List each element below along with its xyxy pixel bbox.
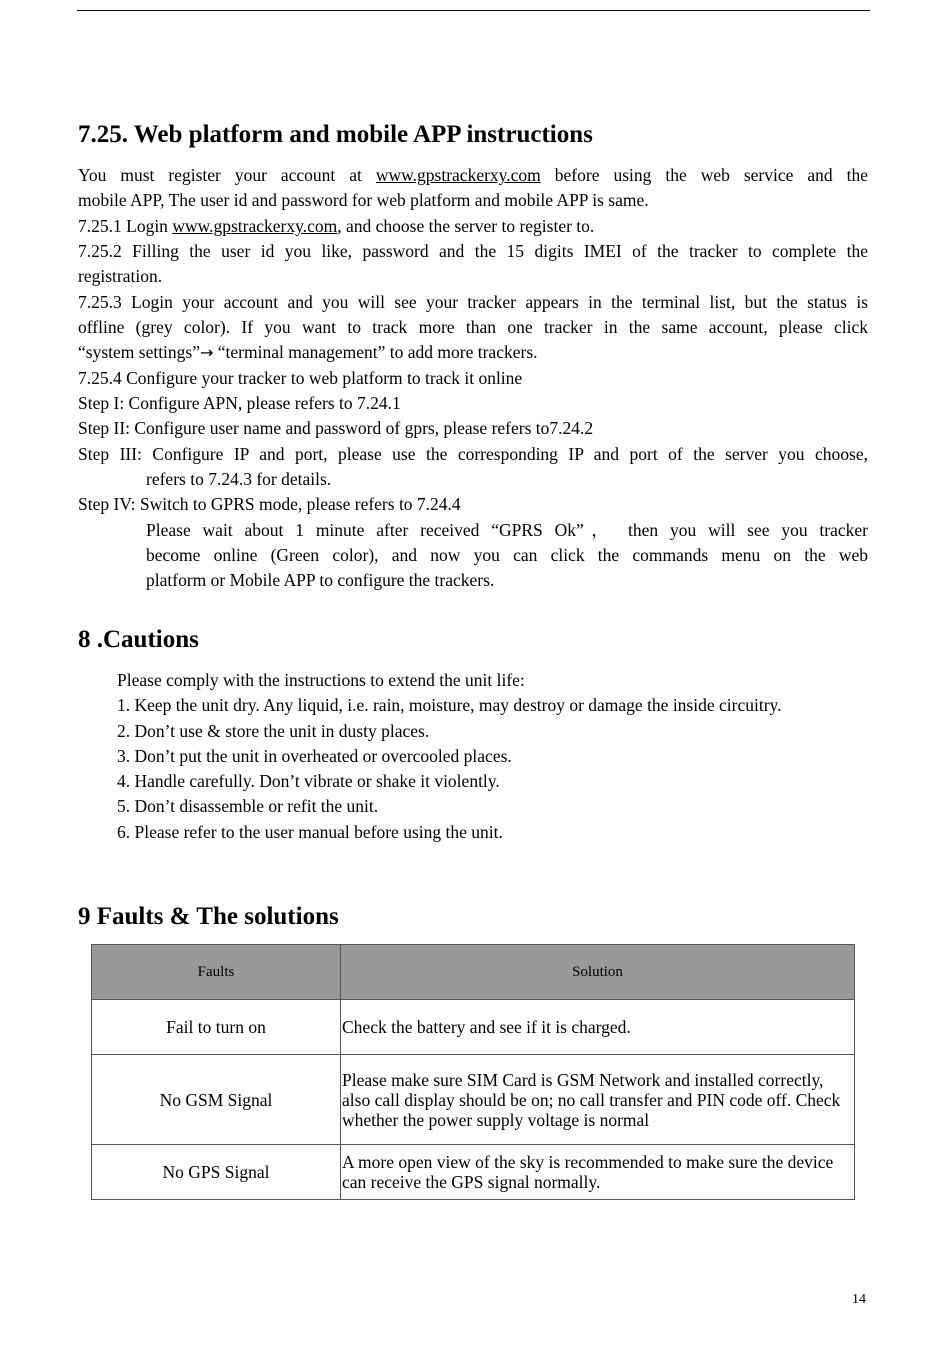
fault-cell: No GPS Signal [92,1145,341,1200]
faults-heading: 9 Faults & The solutions [78,903,339,930]
step-iii-line-2: refers to 7.24.3 for details. [146,469,332,489]
gpstrackerxy-link[interactable]: www.gpstrackerxy.com [375,165,541,185]
step-7-25-3-line-1: 7.25.3 Login your account and you will see your tracker appears in the terminal list, but the status is [78,292,868,312]
cautions-intro: Please comply with the instructions to extend the unit life: [117,670,525,690]
step-iii-line-1: Step III: Configure IP and port, please use the corresponding IP and port of the server you choose, [78,444,868,464]
solution-cell: Check the battery and see if it is charged. [341,1000,855,1055]
intro-line-1: You must register your account at www.gpstrackerxy.com before using the web service and the [78,165,868,185]
step-7-25-3-line-2: offline (grey color). If you want to track more than one tracker in the same account, please click [78,317,868,337]
wait-line-3: platform or Mobile APP to configure the trackers. [146,570,495,590]
solution-cell: A more open view of the sky is recommended to make sure the device can receive the GPS signal normally. [341,1145,855,1200]
list-item: 4. Handle carefully. Don’t vibrate or shake it violently. [117,771,500,792]
list-item: 3. Don’t put the unit in overheated or overcooled places. [117,745,512,766]
intro-line-2: mobile APP, The user id and password for web platform and mobile APP is same. [78,190,649,210]
list-item: 2. Don’t use & store the unit in dusty places. [117,720,430,741]
faults-column-header: Faults [92,945,341,1000]
cautions-list [117,668,877,845]
table-row [92,1055,855,1145]
page-number: 14 [852,1292,866,1307]
solution-cell: Please make sure SIM Card is GSM Network and installed correctly, also call display should be on; no call transfer and PIN code off. Check whether the power supply voltage is normal [341,1055,855,1145]
wait-line-1: Please wait about 1 minute after received “GPRS Ok”， then you will see you tracker [146,520,868,540]
step-i: Step I: Configure APN, please refers to 7.24.1 [78,393,401,413]
step-7-25-2-line-1: 7.25.2 Filling the user id you like, password and the 15 digits IMEI of the tracker to complete the [78,241,868,261]
faults-table [91,944,855,1200]
header-rule [77,10,870,11]
fault-cell: No GSM Signal [92,1055,341,1145]
list-item: 1. Keep the unit dry. Any liquid, i.e. rain, moisture, may destroy or damage the inside circuitry. [117,695,782,716]
step-7-25-4: 7.25.4 Configure your tracker to web platform to track it online [78,368,523,388]
step-iv: Step IV: Switch to GPRS mode, please refers to 7.24.4 [78,494,461,514]
step-7-25-3-line-3: “system settings”→ “terminal management” to add more trackers. [78,342,538,362]
table-row [92,1145,855,1200]
table-row [92,1000,855,1055]
arrow-right-icon: → [200,343,214,362]
step-7-25-2-line-2: registration. [78,266,163,286]
list-item: 5. Don’t disassemble or refit the unit. [117,796,379,817]
cautions-heading: 8 .Cautions [78,626,199,653]
login-link[interactable]: www.gpstrackerxy.com [172,216,338,236]
fault-cell: Fail to turn on [92,1000,341,1055]
table-header-row [92,945,855,1000]
section-7-25-heading: 7.25. Web platform and mobile APP instructions [78,121,593,148]
wait-line-2: become online (Green color), and now you can click the commands menu on the web [146,545,868,565]
step-7-25-1: 7.25.1 Login www.gpstrackerxy.com, and choose the server to register to. [78,216,595,236]
solution-column-header: Solution [341,945,855,1000]
list-item: 6. Please refer to the user manual before using the unit. [117,821,503,842]
step-ii: Step II: Configure user name and password of gprs, please refers to7.24.2 [78,418,594,438]
